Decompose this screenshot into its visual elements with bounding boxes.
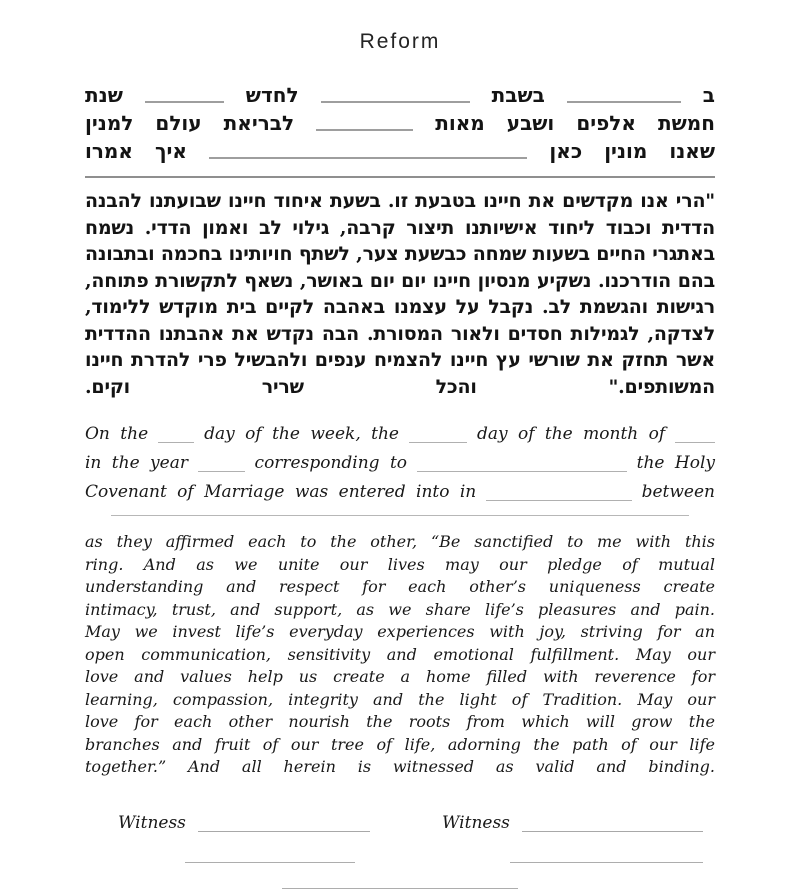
- form-text: between: [641, 482, 715, 502]
- form-text: אלפים: [576, 111, 636, 135]
- form-text: בשבת: [491, 83, 545, 107]
- hebrew-date-form: [85, 80, 715, 164]
- fill-in-blank-line: [675, 442, 715, 443]
- form-text: מונין: [604, 139, 648, 163]
- witness-signature-block: [85, 809, 715, 891]
- form-text: corresponding to: [254, 453, 408, 473]
- form-text: On the: [85, 424, 149, 444]
- form-text: שנת: [85, 83, 123, 107]
- english-date-line-1: [85, 418, 715, 447]
- hebrew-names-blank-line: [85, 176, 715, 178]
- witness-group-left: [118, 811, 370, 835]
- witness-label: Witness: [442, 812, 510, 833]
- form-text: שאנו: [669, 139, 715, 163]
- form-text: מאות: [435, 111, 485, 135]
- hebrew-date-line-2: [85, 108, 715, 136]
- form-text: ושבע: [506, 111, 555, 135]
- english-date-line-3: [85, 476, 715, 505]
- english-date-line-2: [85, 447, 715, 476]
- hebrew-date-line-1: [85, 80, 715, 108]
- witness-label-row: [85, 809, 715, 835]
- form-text: חמשת: [657, 111, 715, 135]
- form-text: the Holy: [636, 453, 715, 473]
- witness-blank-line-right: [510, 862, 703, 863]
- fill-in-blank-line: [198, 471, 245, 472]
- witness-blank-line-left: [185, 862, 355, 863]
- witness-label: Witness: [118, 812, 186, 833]
- form-text: day of the week, the: [204, 424, 399, 444]
- fill-in-blank-line: [316, 129, 413, 131]
- officiant-line-row: [85, 865, 715, 891]
- hebrew-date-line-3: [85, 136, 715, 164]
- form-text: ב: [702, 83, 715, 107]
- english-vows-paragraph: as they affirmed each to the other, “Be sanctified to me with this ring. And as we unite our lives may our pledge of mutual understanding and respect for each other’s uniqueness create intimacy, trust, and support, as we share life’s pleasures and pain. May we invest life’s everyday experiences with joy, striving for an open communication, sensitivity and emotional fulfillment. May our love and values help us create a home filled with reverence for learning, compassion, integrity and the light of Tradition. May our love for each other nourish the roots from which will grow the branches and fruit of our tree of life, adorning the path of our life together.” And all herein is witnessed as valid and binding.: [85, 532, 715, 776]
- hebrew-vows-paragraph: "הרי אנו מקדשים את חיינו בטבעת זו. בשעת איחוד חיינו שבועתנו להבנה הדדית וכבוד ליחוד אישיותנו תיצור קרבה, גילוי לב ואמון הדדי. נשמח באתגרי החיים בשעות שמחה כבשעת צער, לשתף חויותינו בחכמה ובתבונה בהם הודרכנו. נשקיע מנסיון חיינו יום יום באושר, נשאף לתקשורת פתוחה, רגישות והגשמת לב. נקבל על עצמנו באהבה לקיים בית מוקדש ללימוד, לצדקה, לגמילות חסדים ולאור המסורת. הבה נקדש את אהבתנו ההדדית אשר תחזק את שורשי עץ חיינו להצמיח ענפים ולהבשיל פרי להדרת חיינו המשותפים." והכל שריר וקים.: [85, 190, 715, 398]
- fill-in-blank-line: [158, 442, 194, 443]
- fill-in-blank-line: [145, 101, 224, 103]
- fill-in-blank-line: [321, 101, 470, 103]
- form-text: למנין: [85, 111, 134, 135]
- fill-in-blank-line: [486, 500, 631, 501]
- form-text: עולם: [155, 111, 202, 135]
- fill-in-blank-line: [417, 471, 627, 472]
- form-text: Covenant of Marriage was entered into in: [85, 482, 477, 502]
- witness-second-line-row: [85, 835, 715, 865]
- fill-in-blank-line: [567, 101, 681, 103]
- form-text: לחדש: [245, 83, 299, 107]
- form-text: אמרו: [85, 139, 133, 163]
- page-title: Reform: [359, 30, 441, 53]
- fill-in-blank-line: [409, 442, 467, 443]
- witness-signature-blank-line: [522, 831, 703, 832]
- form-text: כאן: [549, 139, 583, 163]
- couple-names-blank-line: [111, 515, 689, 516]
- witness-group-right: [442, 811, 703, 835]
- form-text: לבריאת: [223, 111, 295, 135]
- form-text: איך: [154, 139, 187, 163]
- center-blank-line: [282, 888, 518, 889]
- witness-signature-blank-line: [198, 831, 370, 832]
- english-date-form: [85, 418, 715, 505]
- form-text: in the year: [85, 453, 188, 473]
- form-text: day of the month of: [476, 424, 666, 444]
- fill-in-blank-line: [209, 157, 527, 159]
